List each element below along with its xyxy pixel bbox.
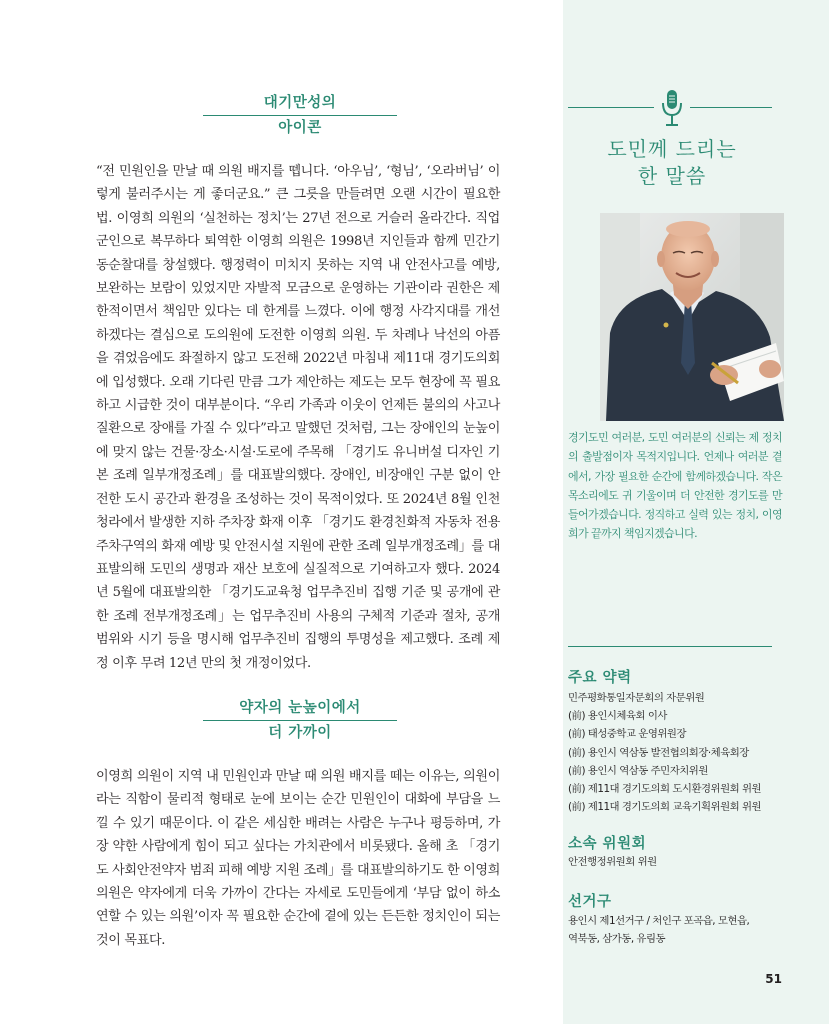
district-item: 역북동, 삼가동, 유림동 [568,933,666,946]
section-heading-2-rule [203,720,397,721]
district-list [568,912,782,948]
career-item: (前) 태성중학교 운영위원장 [568,728,686,741]
career-item: (前) 용인시 역삼동 발전협의회장·체육회장 [568,746,749,759]
section-heading-1-line1: 대기만성의 [263,95,337,111]
sidebar-title [563,136,781,190]
profile-sidebar [563,0,829,1024]
career-item: (前) 용인시 역삼동 주민자치위원 [568,764,708,777]
career-item: 민주평화통일자문회의 자문위원 [568,692,705,704]
sidebar-divider [568,646,772,647]
career-list [568,689,782,816]
career-item: (前) 제11대 경기도의회 도시환경위원회 위원 [568,783,762,796]
career-item: (前) 제11대 경기도의회 교육기획위원회 위원 [568,801,762,814]
sidebar-title-line1: 도민께 드리는 [607,137,737,161]
sidebar-title-line2: 한 말씀 [637,164,707,188]
section-heading-1 [203,92,397,139]
career-item: (前) 용인시체육회 이사 [568,710,667,723]
committee-title: 소속 위원회 [568,835,647,852]
sidebar-message: 경기도민 여러분, 도민 여러분의 신뢰는 제 정치의 출발점이자 목적지입니다. 언제나 여러분 곁에서, 가장 필요한 순간에 함께하겠습니다. 작은 목소리에도 귀 기울이며 더 안전한 경기도를 만들어가겠습니다. 정직하고 실력 있는 정치, 이영희가 끝까지 책임지겠습니다. [568,431,782,541]
district-item: 용인시 제1선거구 / 처인구 포곡읍, 모현읍, [568,915,750,927]
page-number: 51 [765,972,782,986]
title-rule-right [690,107,772,108]
section-heading-1-line2: 아이콘 [278,120,322,136]
section-heading-2-line2: 더 가까이 [268,725,332,741]
committee-item: 안전행정위원회 위원 [568,856,657,868]
article-main-column [96,0,500,1024]
career-title: 주요 약력 [568,669,632,686]
title-rule-left [568,107,654,108]
committee-list [568,853,782,871]
section-1-paragraph: “전 민원인을 만날 때 의원 배지를 뗍니다. ‘아우님’, ‘형님’, ‘오라버님’ 이렇게 불러주시는 게 좋더군요.” 큰 그릇을 만들려면 오랜 시간이 필요한 법. 이영희 의원의 ‘실천하는 정치’는 27년 전으로 거슬러 올라간다. 직업군인으로 복무하다 퇴역한 이영희 의원은 1998년 지인들과 함께 민간기동순찰대를 창설했다. 행정력이 미치지 못하는 지역 내 안전사고를 예방, 보완하는 보람이 있었지만 자발적 모금으로 운영하는 기관이라 권한은 제한적이면서 책임만 있다는 데 한계를 느꼈다. 이에 행정 사각지대를 개선하겠다는 결심으로 도의원에 도전한 이영희 의원. 두 차례나 낙선의 아픔을 겪었음에도 좌절하지 않고 도전해 2022년 마침내 제11대 경기도의회에 입성했다. 오래 기다린 만큼 그가 제안하는 제도는 모두 현장에 꼭 필요하고 시급한 것이 대부분이다. “우리 가족과 이웃이 언제든 불의의 사고나 질환으로 장애를 가질 수 있다”라고 말했던 것처럼, 그는 장애인의 눈높이에 맞지 않는 건물·장소·시설·도로에 주목해 「경기도 유니버설 디자인 기본 조례 일부개정조례」를 대표발의했다. 장애인, 비장애인 구분 없이 안전한 도시 공간과 환경을 조성하는 것이 목적이었다. 또 2024년 8월 인천 청라에서 발생한 지하 주차장 화재 이후 「경기도 환경친화적 자동차 전용 주차구역의 화재 예방 및 안전시설 지원에 관한 조례 일부개정조례」를 대표발의해 도민의 생명과 재산 보호에 실질적으로 기여하고자 했다. 2024년 5월에 대표발의한 「경기도교육청 업무추진비 집행 기준 및 공개에 관한 조례 전부개정조례」는 업무추진비 사용의 구체적 기준과 절차, 공개 범위와 시기 등을 명시해 업무추진비 집행의 투명성을 제고했다. 조례 제정 이후 무려 12년 만의 첫 개정이었다. [96,164,500,671]
microphone-icon [660,88,684,128]
section-2-paragraph: 이영희 의원이 지역 내 민원인과 만날 때 의원 배지를 떼는 이유는, 의원이라는 직함이 물리적 형태로 눈에 보이는 순간 민원인이 대화에 부담을 느낄 수 있기 때문이다. 이 같은 세심한 배려는 사람은 누구나 평등하며, 가장 약한 사람에게 힘이 되고 싶다는 가치관에서 비롯됐다. 올해 초 「경기도 사회안전약자 범죄 피해 예방 지원 조례」를 대표발의하기도 한 이영희 의원은 약자에게 더욱 가까이 간다는 자세로 도민들에게 ‘부담 없이 하소연할 수 있는 의원’이자 꼭 필요한 순간에 곁에 있는 든든한 정치인이 되는 것이 목표다. [96,769,500,948]
section-heading-1-rule [203,115,397,116]
section-heading-2-line1: 약자의 눈높이에서 [239,700,361,716]
section-heading-2 [203,697,397,744]
district-title: 선거구 [568,893,612,910]
portrait-photo [600,213,784,421]
